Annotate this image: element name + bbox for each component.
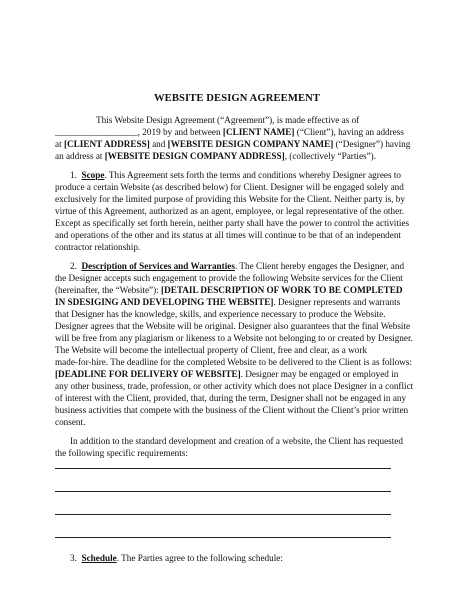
deadline-placeholder: [DEADLINE FOR DELIVERY OF WEBSITE]: [55, 369, 241, 379]
services-line-10: [DEADLINE FOR DELIVERY OF WEBSITE]. Designer may be engaged or employed in: [55, 369, 399, 379]
scope-line-2: produce a certain Website (as described below) for Client. Designer will be engaged solely and: [55, 182, 404, 192]
requirements-line-2: the following specific requirements:: [55, 448, 188, 458]
scope-line-4: virtue of this Agreement, authorized as an agent, employee, or legal representative of the other.: [55, 206, 404, 216]
services-line-9: made-for-hire. The deadline for the completed Website to be delivered to the Client is as follows:: [55, 357, 412, 367]
requirement-blank-line-4[interactable]: [55, 537, 391, 538]
requirement-blank-line-2[interactable]: [55, 491, 391, 492]
services-line-12: of interest with the Client, provided, that, during the term, Designer shall not be engaged in any: [55, 393, 407, 403]
requirements-line-1: In addition to the standard development and creation of a website, the Client has requested: [70, 436, 403, 446]
services-line-6: Designer agrees that the Website will be original. Designer also guarantees that the final Website: [55, 321, 411, 331]
document-title: WEBSITE DESIGN AGREEMENT: [153, 93, 321, 104]
client-name-placeholder: [CLIENT NAME]: [222, 127, 295, 137]
client-address-placeholder: [CLIENT ADDRESS]: [63, 139, 150, 149]
effective-date-blank[interactable]: __________________: [55, 127, 138, 137]
intro-line-3: at [CLIENT ADDRESS] and [WEBSITE DESIGN COMPANY NAME] (“Designer”) having: [55, 139, 411, 149]
services-line-8: The Website will become the intellectual property of Client, free and clear, as a work: [55, 345, 367, 355]
services-line-4: IN SDESIGING AND DEVELOPING THE WEBSITE]. Designer represents and warrants: [55, 297, 401, 307]
scope-line-1: 1. Scope. This Agreement sets forth the terms and conditions whereby Designer agrees to: [70, 170, 402, 180]
scope-line-6: and operations of the other and its status at all times will continue to be that of an independent: [55, 230, 401, 240]
services-line-14: consent.: [55, 417, 86, 427]
intro-line-2: __________________, 2019 by and between [CLIENT NAME] (“Client”), having an address: [55, 127, 404, 137]
services-line-7: will be free from any plagiarism or likeness to a Website not belonging to or created by Designer.: [55, 333, 413, 343]
services-line-5: that Designer has the knowledge, skills, and experience necessary to produce the Website.: [55, 309, 386, 319]
section-number: 3.: [70, 553, 77, 563]
work-description-placeholder: [DETAIL DESCRIPTION OF WORK TO BE COMPLETED: [161, 285, 403, 295]
section-number: 1.: [70, 170, 77, 180]
schedule-line: 3. Schedule. The Parties agree to the following schedule:: [70, 553, 283, 563]
services-line-13: business activities that compete with the business of the Client without the Client’s prior written: [55, 405, 409, 415]
requirement-blank-line-3[interactable]: [55, 514, 391, 515]
intro-line-1: This Website Design Agreement (“Agreement”), is made effective as of: [96, 115, 360, 125]
services-line-11: any other business, trade, profession, or other activity which does not place Designer in a conflict: [55, 381, 414, 391]
intro-line-4: an address at [WEBSITE DESIGN COMPANY ADDRESS], (collectively “Parties”).: [55, 151, 377, 161]
work-description-placeholder-cont: IN SDESIGING AND DEVELOPING THE WEBSITE]: [55, 297, 274, 307]
section-heading-services: Description of Services and Warranties: [81, 261, 235, 271]
scope-line-7: contractor relationship.: [55, 242, 141, 252]
company-name-placeholder: [WEBSITE DESIGN COMPANY NAME]: [167, 139, 334, 149]
services-line-3: (hereinafter, the “Website”): [DETAIL DESCRIPTION OF WORK TO BE COMPLETED: [55, 285, 403, 295]
company-address-placeholder: [WEBSITE DESIGN COMPANY ADDRESS]: [104, 151, 285, 161]
services-line-1: 2. Description of Services and Warranties. The Client hereby engages the Designer, and: [70, 261, 405, 271]
section-heading-scope: Scope: [81, 170, 105, 180]
scope-line-5: Except as specifically set forth herein, neither party shall have the power to control the activities: [55, 218, 410, 228]
section-number: 2.: [70, 261, 77, 271]
section-heading-schedule: Schedule: [81, 553, 117, 563]
scope-line-3: exclusively for the limited purpose of providing this Website for the Client. Neither party is, by: [55, 194, 405, 204]
requirement-blank-line-1[interactable]: [55, 468, 391, 469]
services-line-2: the Designer accepts such engagement to provide the following Website services for the Client: [55, 273, 403, 283]
